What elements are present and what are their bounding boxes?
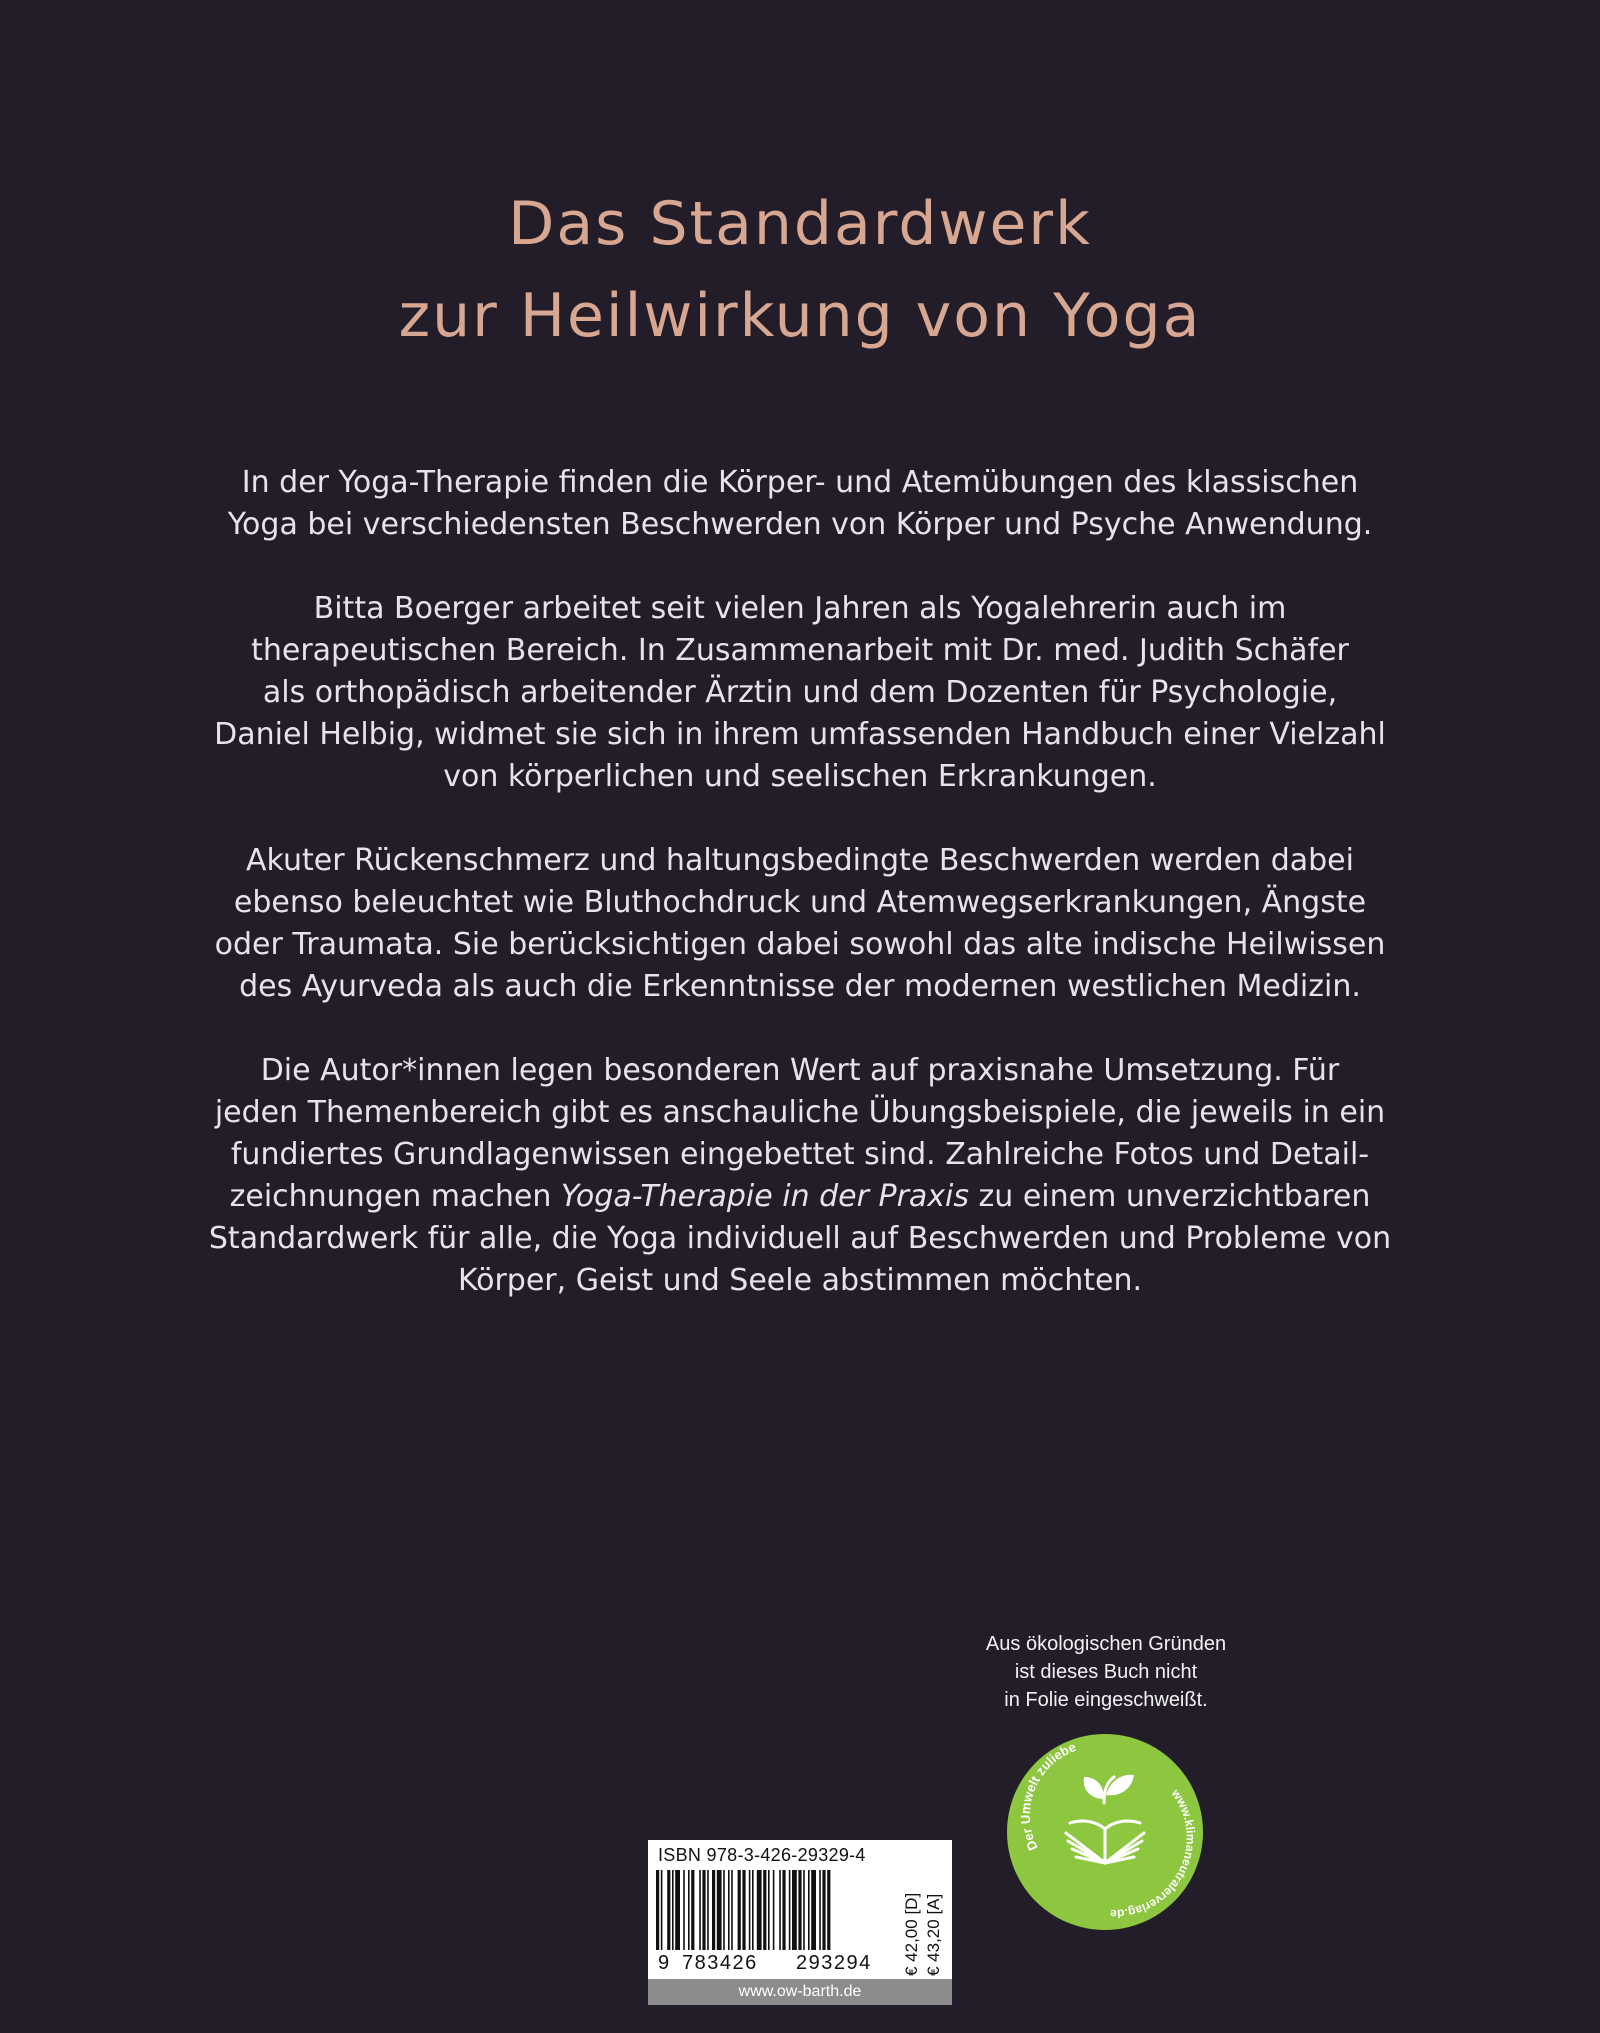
eco-note-line: ist dieses Buch nicht xyxy=(1014,1661,1198,1683)
barcode-bar xyxy=(661,1870,663,1950)
environment-badge xyxy=(1006,1733,1204,1931)
blurb xyxy=(120,462,1480,1344)
text-line: Körper, Geist und Seele abstimmen möchten. xyxy=(457,1263,1143,1298)
barcode-bar xyxy=(702,1870,705,1950)
barcode-bar xyxy=(789,1870,791,1950)
price-austria: € 43,20 [A] xyxy=(924,1893,943,1976)
price-column xyxy=(900,1876,948,1976)
barcode-bar xyxy=(779,1870,781,1950)
eco-note-line: Aus ökologischen Gründen xyxy=(985,1633,1227,1655)
text-segment: zeichnungen machen xyxy=(229,1179,561,1214)
eco-note-line: in Folie eingeschweißt. xyxy=(1004,1689,1208,1711)
barcode-bar xyxy=(728,1870,730,1950)
barcode-bar xyxy=(731,1870,733,1950)
text-line: ebenso beleuchtet wie Bluthochdruck und Atemwegserkrankungen, Ängste xyxy=(233,885,1367,920)
barcode-bar xyxy=(827,1870,830,1950)
text-line: des Ayurveda als auch die Erkenntnisse der modernen westlichen Medizin. xyxy=(239,969,1361,1004)
headline-line-1: Das Standardwerk xyxy=(508,189,1092,259)
barcode-bar xyxy=(712,1870,715,1950)
barcode-bar xyxy=(707,1870,709,1950)
isbn-label: ISBN 978-3-426-29329-4 xyxy=(658,1845,866,1865)
text-line: In der Yoga-Therapie finden die Körper- und Atemübungen des klassischen xyxy=(241,465,1359,500)
barcode-bar xyxy=(752,1870,754,1950)
text-line xyxy=(120,1176,1480,1218)
barcode xyxy=(654,1870,898,1956)
text-line: Standardwerk für alle, die Yoga individuell auf Beschwerden und Probleme von xyxy=(208,1221,1392,1256)
eco-note xyxy=(960,1630,1252,1714)
barcode-bar xyxy=(768,1870,770,1950)
barcode-bar xyxy=(798,1870,801,1950)
barcode-bar xyxy=(699,1870,701,1950)
book-title: Yoga-Therapie in der Praxis xyxy=(560,1179,970,1214)
barcode-bar xyxy=(808,1870,810,1950)
barcode-bar xyxy=(819,1870,821,1950)
barcode-bar xyxy=(749,1870,751,1950)
badge-top-text: Der Umwelt zuliebe xyxy=(1017,1739,1078,1853)
barcode-bar xyxy=(811,1870,816,1950)
barcode-bar xyxy=(688,1870,690,1950)
barcode-bar xyxy=(763,1870,766,1950)
paragraph-1 xyxy=(120,462,1480,546)
text-line: als orthopädisch arbeitender Ärztin und dem Dozenten für Psychologie, xyxy=(262,675,1338,710)
barcode-bar xyxy=(717,1870,722,1950)
headline xyxy=(0,178,1600,362)
barcode-bar xyxy=(782,1870,785,1950)
paragraph-4 xyxy=(120,1050,1480,1302)
barcode-digit-lead: 9 xyxy=(658,1952,670,1974)
barcode-bar xyxy=(667,1870,670,1950)
text-line: Bitta Boerger arbeitet seit vielen Jahren als Yogalehrerin auch im xyxy=(313,591,1287,626)
text-line: Die Autor*innen legen besonderen Wert auf praxisnahe Umsetzung. Für xyxy=(260,1053,1340,1088)
headline-line-2: zur Heilwirkung von Yoga xyxy=(398,281,1202,351)
badge-side-text: www.klimaneutralerverlag.de xyxy=(1109,1786,1198,1921)
paragraph-3 xyxy=(120,840,1480,1008)
paragraph-2 xyxy=(120,588,1480,798)
text-line: fundiertes Grundlagenwissen eingebettet sind. Zahlreiche Fotos und Detail- xyxy=(230,1137,1370,1172)
barcode-bar xyxy=(672,1870,674,1950)
text-line: Daniel Helbig, widmet sie sich in ihrem umfassenden Handbuch einer Vielzahl xyxy=(214,717,1386,752)
text-line: jeden Themenbereich gibt es anschauliche Übungsbeispiele, die jeweils in ein xyxy=(214,1095,1386,1130)
barcode-bar xyxy=(803,1870,805,1950)
barcode-bar xyxy=(738,1870,741,1950)
barcode-bar xyxy=(691,1870,694,1950)
text-line: therapeutischen Bereich. In Zusammenarbeit mit Dr. med. Judith Schäfer xyxy=(251,633,1349,668)
barcode-bar xyxy=(792,1870,797,1950)
barcode-bar xyxy=(656,1870,659,1950)
barcode-bar xyxy=(675,1870,680,1950)
barcode-bar xyxy=(723,1870,725,1950)
barcode-digit-group-right: 293294 xyxy=(796,1952,872,1974)
barcode-bar xyxy=(757,1870,762,1950)
barcode-panel xyxy=(648,1840,952,2005)
text-line: von körperlichen und seelischen Erkrankungen. xyxy=(443,759,1157,794)
barcode-bar xyxy=(683,1870,685,1950)
barcode-bar xyxy=(822,1870,825,1950)
text-line: Akuter Rückenschmerz und haltungsbedingte Beschwerden werden dabei xyxy=(246,843,1354,878)
barcode-digits xyxy=(648,1952,916,1976)
barcode-bar xyxy=(742,1870,745,1950)
text-line: oder Traumata. Sie berücksichtigen dabei sowohl das alte indische Heilwissen xyxy=(214,927,1386,962)
barcode-bar xyxy=(773,1870,775,1950)
text-segment: zu einem unverzichtbaren xyxy=(969,1179,1371,1214)
text-line: Yoga bei verschiedensten Beschwerden von Körper und Psyche Anwendung. xyxy=(227,507,1373,542)
barcode-digit-group-left: 783426 xyxy=(682,1952,758,1974)
price-germany: € 42,00 [D] xyxy=(902,1892,921,1976)
publisher-url: www.ow-barth.de xyxy=(648,1979,952,2005)
